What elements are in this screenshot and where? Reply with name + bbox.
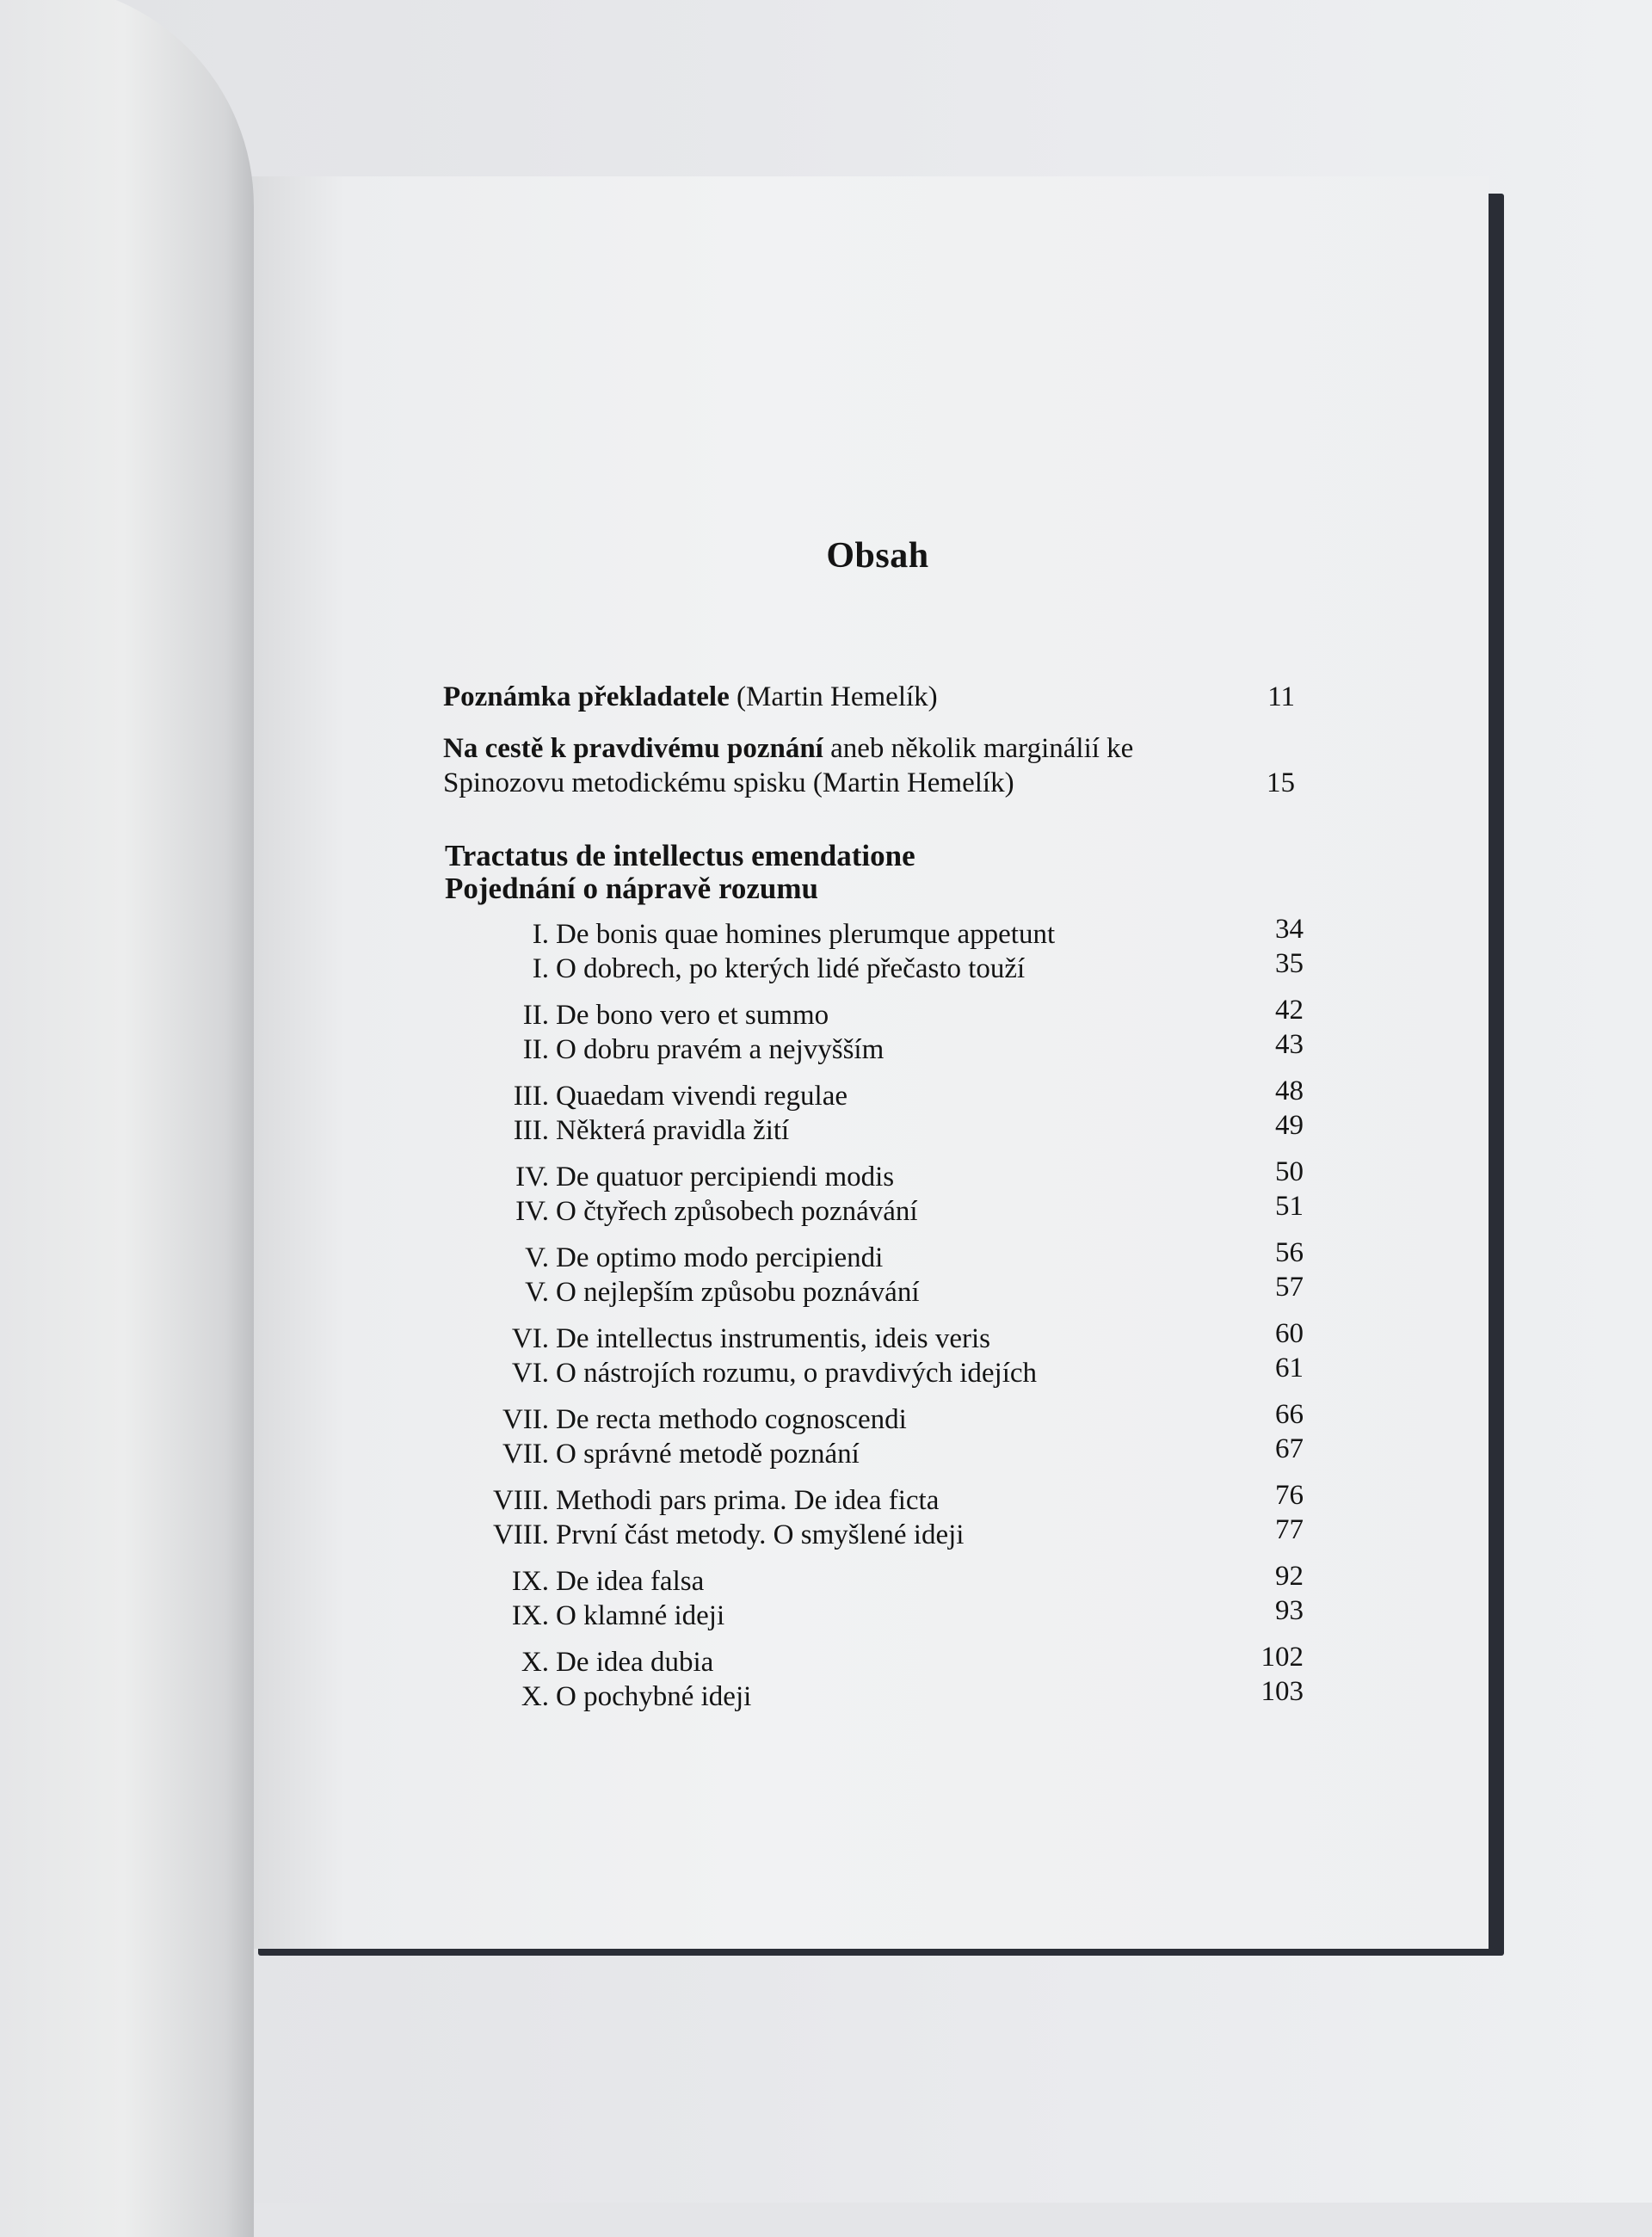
chapter-title-latin: De optimo modo percipiendi — [556, 1242, 884, 1273]
toc-line — [439, 1353, 1304, 1392]
chapter-number: VI. — [511, 1323, 549, 1354]
toc-title: Obsah — [826, 536, 929, 576]
toc-line — [439, 1480, 1304, 1519]
chapter-title-czech: O nejlepším způsobu poznávání — [556, 1277, 920, 1308]
chapter-number: I. — [532, 953, 549, 984]
chapter-number: X. — [521, 1647, 549, 1678]
chapter-title-latin: De idea falsa — [556, 1566, 705, 1597]
page-number: 49 — [1275, 1110, 1304, 1141]
chapter-number: IV. — [515, 1196, 549, 1227]
page-number: 60 — [1275, 1318, 1304, 1349]
page-number: 77 — [1275, 1514, 1304, 1545]
page-number: 93 — [1275, 1595, 1304, 1626]
toc-line — [439, 1110, 1304, 1149]
chapter-number: X. — [521, 1681, 549, 1712]
page-number: 42 — [1275, 995, 1304, 1026]
chapter-number: I. — [532, 919, 549, 950]
part-title-czech: Pojednání o nápravě rozumu — [445, 872, 818, 905]
chapter-title-czech: O dobrech, po kterých lidé přečasto touží — [556, 953, 1026, 984]
chapter-number: VII. — [502, 1404, 549, 1435]
page-number: 57 — [1275, 1272, 1304, 1303]
page-number: 92 — [1275, 1561, 1304, 1592]
chapter-title-czech: Některá pravidla žití — [556, 1115, 790, 1146]
toc-line — [439, 1075, 1304, 1115]
chapter-entry — [439, 1318, 1304, 1404]
toc-line — [439, 1595, 1304, 1635]
page-number: 76 — [1275, 1480, 1304, 1511]
front-matter — [443, 680, 1295, 817]
chapter-title-czech: O nástrojích rozumu, o pravdivých idejích — [556, 1358, 1038, 1389]
toc-line — [439, 914, 1304, 953]
chapter-entry — [439, 1399, 1304, 1485]
chapter-title-latin: De quatuor percipiendi modis — [556, 1162, 895, 1192]
entry-title: Poznámka překladatele — [443, 681, 730, 712]
chapter-number: V. — [525, 1242, 549, 1273]
toc-line — [439, 1237, 1304, 1277]
chapter-number: VIII. — [492, 1485, 549, 1516]
page-number: 67 — [1275, 1433, 1304, 1464]
page-number: 103 — [1261, 1676, 1304, 1707]
chapter-number: V. — [525, 1277, 549, 1308]
chapter-entry — [439, 1480, 1304, 1566]
chapter-title-latin: Methodi pars prima. De idea ficta — [556, 1485, 940, 1516]
toc-line — [439, 1399, 1304, 1439]
toc-line — [439, 1029, 1304, 1069]
toc-line — [439, 1318, 1304, 1358]
part-heading — [445, 840, 915, 905]
chapter-title-latin: De bonis quae homines plerumque appetunt — [556, 919, 1056, 950]
entry-subtitle: aneb několik marginálií ke Spinozovu metodickému spisku (Martin Hemelík) — [443, 733, 1134, 798]
chapter-title-latin: Quaedam vivendi regulae — [556, 1081, 848, 1112]
chapter-entry — [439, 1156, 1304, 1242]
chapter-title-latin: De idea dubia — [556, 1647, 714, 1678]
toc-line — [439, 995, 1304, 1034]
chapter-number: IX. — [511, 1600, 549, 1631]
chapter-number: II. — [522, 1034, 549, 1065]
page-number: 43 — [1275, 1029, 1304, 1060]
chapter-title-czech: O pochybné ideji — [556, 1681, 752, 1712]
toc-line — [439, 1514, 1304, 1554]
toc-line — [439, 1676, 1304, 1716]
chapter-number: VII. — [502, 1439, 549, 1470]
chapter-number: II. — [522, 1000, 549, 1031]
chapter-entry — [439, 914, 1304, 1000]
chapter-entry — [439, 1561, 1304, 1647]
page-number: 50 — [1275, 1156, 1304, 1187]
toc-line — [439, 1561, 1304, 1600]
part-title-latin: Tractatus de intellectus emendatione — [445, 839, 915, 872]
chapter-list — [439, 914, 1304, 1728]
chapter-number: III. — [513, 1115, 549, 1146]
page-number: 34 — [1275, 914, 1304, 945]
toc-line — [439, 1156, 1304, 1196]
toc-entry — [443, 731, 1295, 800]
chapter-title-czech: O klamné ideji — [556, 1600, 725, 1631]
page-number: 56 — [1275, 1237, 1304, 1268]
toc-line — [439, 1191, 1304, 1230]
chapter-title-czech: První část metody. O smyšlené ideji — [556, 1519, 965, 1550]
page-number: 11 — [1267, 681, 1295, 712]
page-number: 51 — [1275, 1191, 1304, 1222]
page-number: 15 — [1267, 767, 1295, 798]
toc-entry — [443, 680, 1295, 714]
chapter-title-czech: O čtyřech způsobech poznávání — [556, 1196, 918, 1227]
page-number: 35 — [1275, 948, 1304, 979]
chapter-title-czech: O správné metodě poznání — [556, 1439, 860, 1470]
page-number: 48 — [1275, 1075, 1304, 1106]
toc-line — [439, 948, 1304, 988]
toc-line — [439, 1272, 1304, 1311]
chapter-number: VI. — [511, 1358, 549, 1389]
chapter-entry — [439, 1642, 1304, 1728]
toc-line — [439, 1642, 1304, 1681]
chapter-title-czech: O dobru pravém a nejvyšším — [556, 1034, 885, 1065]
chapter-number: VIII. — [492, 1519, 549, 1550]
page-number: 102 — [1261, 1642, 1304, 1673]
chapter-entry — [439, 1075, 1304, 1162]
toc-line — [439, 1433, 1304, 1473]
entry-title: Na cestě k pravdivému poznání — [443, 733, 823, 764]
chapter-number: IV. — [515, 1162, 549, 1192]
chapter-entry — [439, 1237, 1304, 1323]
page-number: 66 — [1275, 1399, 1304, 1430]
chapter-title-latin: De bono vero et summo — [556, 1000, 829, 1031]
chapter-entry — [439, 995, 1304, 1081]
entry-author: (Martin Hemelík) — [729, 681, 938, 712]
page-number: 61 — [1275, 1353, 1304, 1383]
chapter-title-latin: De recta methodo cognoscendi — [556, 1404, 907, 1435]
chapter-title-latin: De intellectus instrumentis, ideis veris — [556, 1323, 990, 1354]
chapter-number: III. — [513, 1081, 549, 1112]
chapter-number: IX. — [511, 1566, 549, 1597]
